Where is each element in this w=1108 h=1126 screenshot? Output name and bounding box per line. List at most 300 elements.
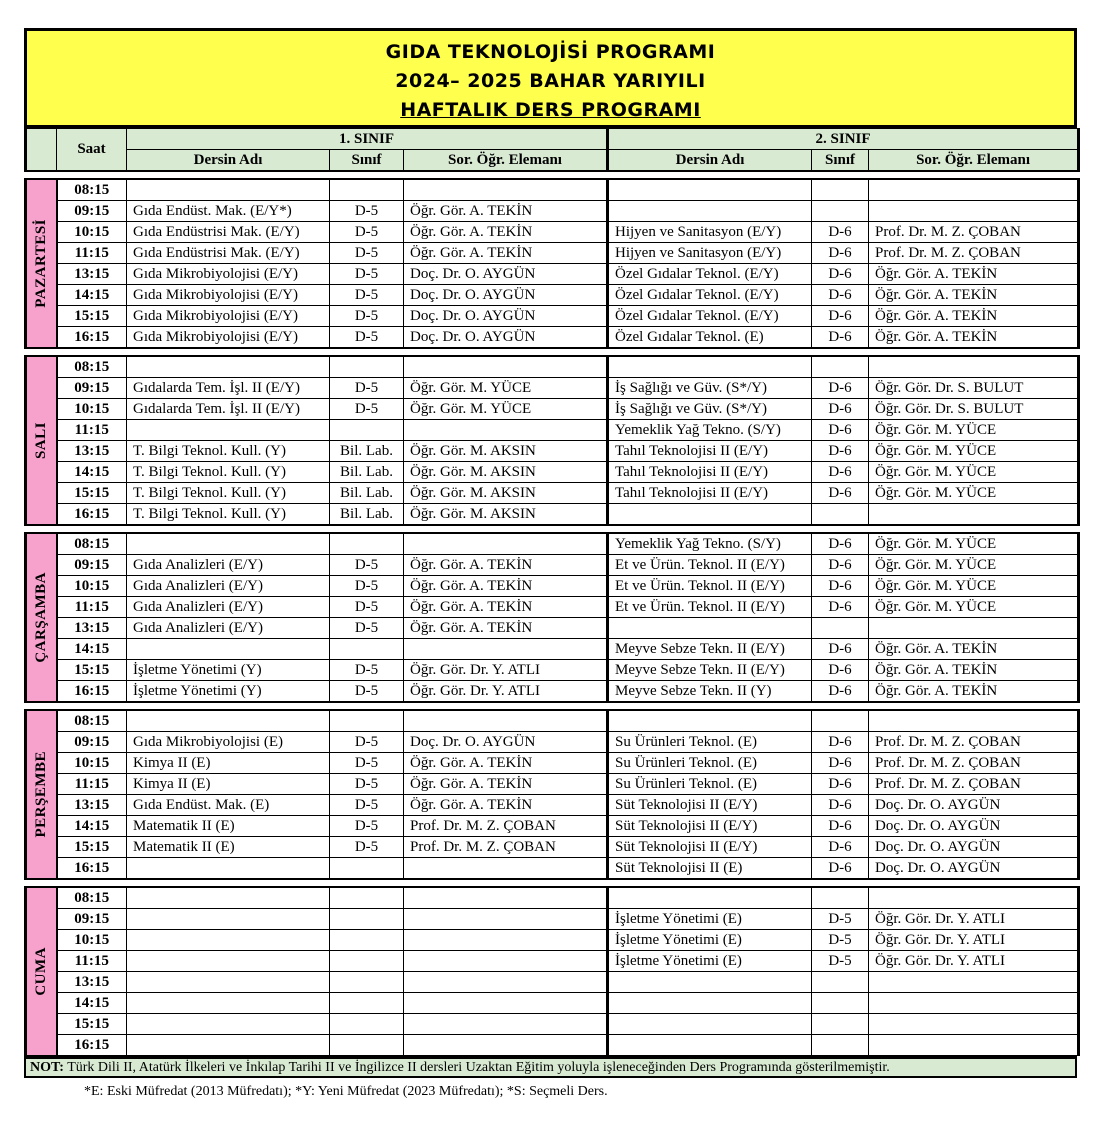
course-name-class2: Et ve Ürün. Teknol. II (E/Y) [608,555,812,576]
room-class2: D-6 [812,306,869,327]
room-class1: D-5 [330,618,404,639]
instructor-class2: Öğr. Gör. A. TEKİN [869,660,1079,681]
course-name-class1: Gıda Analizleri (E/Y) [127,618,330,639]
instructor-class1: Öğr. Gör. M. YÜCE [404,399,608,420]
day-separator [26,879,1079,887]
instructor-class2 [869,504,1079,526]
course-name-class1 [127,533,330,555]
time-cell: 16:15 [57,327,127,349]
instructor-class1: Öğr. Gör. A. TEKİN [404,576,608,597]
instructor-class1 [404,639,608,660]
room-class1: D-5 [330,327,404,349]
schedule-sheet [24,28,1077,1100]
schedule-row [26,285,1079,306]
course-name-class2: Meyve Sebze Tekn. II (E/Y) [608,639,812,660]
room-class2 [812,179,869,201]
schedule-row [26,1035,1079,1056]
course-name-class2: Su Ürünleri Teknol. (E) [608,774,812,795]
room-class1: D-5 [330,243,404,264]
course-name-class2: Tahıl Teknolojisi II (E/Y) [608,483,812,504]
room-class1: Bil. Lab. [330,441,404,462]
room-class2: D-6 [812,774,869,795]
day-name: CUMA [32,947,49,996]
schedule-row [26,618,1079,639]
instructor-class1: Doç. Dr. O. AYGÜN [404,732,608,753]
room-class2: D-6 [812,576,869,597]
room-class2: D-6 [812,816,869,837]
time-cell: 09:15 [57,732,127,753]
room-class1: D-5 [330,576,404,597]
course-name-class1 [127,710,330,732]
program-title: GIDA TEKNOLOJİSİ PROGRAMI [385,41,716,63]
instructor-class2: Öğr. Gör. M. YÜCE [869,533,1079,555]
time-cell: 10:15 [57,753,127,774]
time-cell: 10:15 [57,576,127,597]
room-class2 [812,972,869,993]
instructor-class2: Öğr. Gör. M. YÜCE [869,483,1079,504]
course-name-class1: İşletme Yönetimi (Y) [127,660,330,681]
day-name: SALI [32,421,49,460]
course-name-class2: Süt Teknolojisi II (E/Y) [608,795,812,816]
course-name-class2: Et ve Ürün. Teknol. II (E/Y) [608,576,812,597]
course-name-class2: İşletme Yönetimi (E) [608,909,812,930]
instructor-class1: Öğr. Gör. A. TEKİN [404,555,608,576]
room-class2: D-6 [812,462,869,483]
footnote: *E: Eski Müfredat (2013 Müfredatı); *Y: Yeni Müfredat (2023 Müfredatı); *S: Seçmeli Ders. [84,1084,608,1099]
schedule-row [26,774,1079,795]
course-name-class2: Yemeklik Yağ Tekno. (S/Y) [608,533,812,555]
course-name-class1: Gıda Analizleri (E/Y) [127,555,330,576]
course-name-class2: Su Ürünleri Teknol. (E) [608,732,812,753]
course-name-class1: Gıda Mikrobiyolojisi (E) [127,732,330,753]
instructor-class1 [404,909,608,930]
instructor-class1: Öğr. Gör. M. YÜCE [404,378,608,399]
header-day-cell [26,129,57,172]
time-cell: 16:15 [57,504,127,526]
course-name-class2 [608,993,812,1014]
instructor-class2 [869,179,1079,201]
course-name-class1: T. Bilgi Teknol. Kull. (Y) [127,441,330,462]
time-cell: 09:15 [57,909,127,930]
schedule-row [26,858,1079,880]
room-class2: D-6 [812,795,869,816]
room-class1: D-5 [330,201,404,222]
room-class1 [330,887,404,909]
time-cell: 08:15 [57,356,127,378]
schedule-row [26,555,1079,576]
time-cell: 08:15 [57,710,127,732]
time-cell: 16:15 [57,681,127,703]
day-separator [26,348,1079,356]
day-name: PAZARTESİ [32,219,49,308]
instructor-class2: Öğr. Gör. A. TEKİN [869,327,1079,349]
room-class1: Bil. Lab. [330,462,404,483]
time-cell: 13:15 [57,264,127,285]
instructor-class2: Prof. Dr. M. Z. ÇOBAN [869,732,1079,753]
course-name-class1: T. Bilgi Teknol. Kull. (Y) [127,483,330,504]
instructor-class1: Öğr. Gör. Dr. Y. ATLI [404,681,608,703]
course-name-class1 [127,858,330,880]
course-name-class1 [127,930,330,951]
room-class1: D-5 [330,222,404,243]
instructor-class1: Öğr. Gör. A. TEKİN [404,243,608,264]
room-class1: Bil. Lab. [330,504,404,526]
instructor-class1 [404,951,608,972]
room-class1: D-5 [330,660,404,681]
room-class2 [812,993,869,1014]
instructor-class2: Öğr. Gör. A. TEKİN [869,639,1079,660]
course-name-class1: Gıda Mikrobiyolojisi (E/Y) [127,264,330,285]
course-name-class2: Özel Gıdalar Teknol. (E) [608,327,812,349]
instructor-class1 [404,930,608,951]
schedule-row [26,533,1079,555]
schedule-row [26,930,1079,951]
course-name-class1 [127,993,330,1014]
room-class2: D-6 [812,858,869,880]
instructor-class2 [869,710,1079,732]
room-class2: D-6 [812,660,869,681]
time-cell: 14:15 [57,816,127,837]
separator-cell [26,879,1079,887]
room-class2: D-6 [812,483,869,504]
time-cell: 14:15 [57,285,127,306]
course-name-class2 [608,504,812,526]
instructor-class2: Öğr. Gör. Dr. S. BULUT [869,378,1079,399]
instructor-class1: Öğr. Gör. A. TEKİN [404,795,608,816]
instructor-class1: Öğr. Gör. A. TEKİN [404,597,608,618]
room-class1: D-5 [330,795,404,816]
note-text: Türk Dili II, Atatürk İlkeleri ve İnkılap Tarihi II ve İngilizce II dersleri Uzaktan Eğitim yoluyla işleneceğinden Ders Programında gösterilmemiştir. [63,1060,890,1075]
schedule-row [26,710,1079,732]
instructor-class2: Öğr. Gör. Dr. Y. ATLI [869,930,1079,951]
room-class1: D-5 [330,399,404,420]
course-name-class2: Süt Teknolojisi II (E/Y) [608,837,812,858]
day-label-cell [26,356,57,525]
time-cell: 11:15 [57,243,127,264]
instructor-class1: Öğr. Gör. A. TEKİN [404,222,608,243]
separator-cell [26,525,1079,533]
schedule-row [26,639,1079,660]
instructor-class1: Prof. Dr. M. Z. ÇOBAN [404,816,608,837]
instructor-class1: Doç. Dr. O. AYGÜN [404,306,608,327]
course-name-class1 [127,639,330,660]
course-name-class2: Tahıl Teknolojisi II (E/Y) [608,441,812,462]
header-ogr-1: Sor. Öğr. Elemanı [404,150,608,172]
schedule-row [26,795,1079,816]
schedule-row [26,660,1079,681]
course-name-class1: Gıda Endüst. Mak. (E/Y*) [127,201,330,222]
room-class2: D-6 [812,264,869,285]
course-name-class1: Gıda Endüstrisi Mak. (E/Y) [127,222,330,243]
schedule-row [26,909,1079,930]
course-name-class2 [608,618,812,639]
header-ders-1: Dersin Adı [127,150,330,172]
room-class2: D-6 [812,681,869,703]
time-cell: 15:15 [57,660,127,681]
header-row-1 [26,129,1079,150]
time-cell: 10:15 [57,930,127,951]
instructor-class2 [869,618,1079,639]
course-name-class2 [608,356,812,378]
time-cell: 08:15 [57,179,127,201]
separator-cell [26,171,1079,179]
course-name-class1: Matematik II (E) [127,816,330,837]
instructor-class2: Öğr. Gör. A. TEKİN [869,264,1079,285]
instructor-class2: Doç. Dr. O. AYGÜN [869,816,1079,837]
schedule-row [26,504,1079,526]
course-name-class1: Gıda Mikrobiyolojisi (E/Y) [127,285,330,306]
course-name-class1: T. Bilgi Teknol. Kull. (Y) [127,504,330,526]
schedule-row [26,887,1079,909]
schedule-row [26,951,1079,972]
room-class1: D-5 [330,378,404,399]
schedule-row [26,420,1079,441]
course-name-class2: Süt Teknolojisi II (E/Y) [608,816,812,837]
instructor-class2: Prof. Dr. M. Z. ÇOBAN [869,222,1079,243]
schedule-row [26,179,1079,201]
course-name-class1: Gıdalarda Tem. İşl. II (E/Y) [127,378,330,399]
room-class1 [330,993,404,1014]
time-cell: 14:15 [57,462,127,483]
instructor-class1: Doç. Dr. O. AYGÜN [404,327,608,349]
room-class1 [330,909,404,930]
instructor-class2: Öğr. Gör. M. YÜCE [869,597,1079,618]
schedule-row [26,306,1079,327]
note-label: NOT: [30,1060,64,1075]
instructor-class2: Öğr. Gör. M. YÜCE [869,576,1079,597]
time-cell: 14:15 [57,993,127,1014]
time-cell: 09:15 [57,201,127,222]
instructor-class1 [404,1035,608,1056]
instructor-class1: Öğr. Gör. A. TEKİN [404,753,608,774]
instructor-class1 [404,533,608,555]
day-label-cell [26,533,57,702]
instructor-class2: Öğr. Gör. Dr. S. BULUT [869,399,1079,420]
instructor-class1: Doç. Dr. O. AYGÜN [404,264,608,285]
room-class2 [812,1014,869,1035]
header-saat: Saat [57,129,127,172]
course-name-class2: Su Ürünleri Teknol. (E) [608,753,812,774]
instructor-class2: Öğr. Gör. A. TEKİN [869,285,1079,306]
instructor-class2: Öğr. Gör. A. TEKİN [869,306,1079,327]
instructor-class1 [404,356,608,378]
instructor-class2: Öğr. Gör. A. TEKİN [869,681,1079,703]
time-cell: 15:15 [57,483,127,504]
room-class1: Bil. Lab. [330,483,404,504]
course-name-class1: Kimya II (E) [127,753,330,774]
course-name-class1: Gıdalarda Tem. İşl. II (E/Y) [127,399,330,420]
course-name-class2: Süt Teknolojisi II (E) [608,858,812,880]
room-class1 [330,356,404,378]
course-name-class1: Gıda Endüstrisi Mak. (E/Y) [127,243,330,264]
schedule-row [26,816,1079,837]
schedule-row [26,681,1079,703]
room-class1: D-5 [330,681,404,703]
header-class-1: 1. SINIF [127,129,608,150]
course-name-class1: Kimya II (E) [127,774,330,795]
separator-cell [26,702,1079,710]
schedule-row [26,399,1079,420]
time-cell: 13:15 [57,618,127,639]
course-name-class2 [608,1014,812,1035]
course-name-class1 [127,1014,330,1035]
course-name-class2: Özel Gıdalar Teknol. (E/Y) [608,306,812,327]
room-class2 [812,504,869,526]
time-cell: 15:15 [57,837,127,858]
room-class2: D-5 [812,909,869,930]
course-name-class1 [127,420,330,441]
room-class1: D-5 [330,597,404,618]
instructor-class1: Öğr. Gör. M. AKSIN [404,483,608,504]
room-class1 [330,951,404,972]
day-label-cell [26,710,57,879]
instructor-class2 [869,356,1079,378]
header-sinif-1: Sınıf [330,150,404,172]
instructor-class1: Doç. Dr. O. AYGÜN [404,285,608,306]
room-class1 [330,858,404,880]
course-name-class2: İş Sağlığı ve Güv. (S*/Y) [608,399,812,420]
course-name-class2: Özel Gıdalar Teknol. (E/Y) [608,285,812,306]
course-name-class2 [608,201,812,222]
time-cell: 13:15 [57,441,127,462]
room-class2: D-6 [812,597,869,618]
room-class2 [812,356,869,378]
schedule-row [26,356,1079,378]
room-class2: D-6 [812,732,869,753]
instructor-class1 [404,420,608,441]
time-cell: 08:15 [57,533,127,555]
header-ogr-2: Sor. Öğr. Elemanı [869,150,1079,172]
room-class1 [330,1014,404,1035]
instructor-class1: Öğr. Gör. A. TEKİN [404,201,608,222]
room-class1 [330,1035,404,1056]
instructor-class1: Öğr. Gör. M. AKSIN [404,441,608,462]
schedule-row [26,972,1079,993]
room-class2: D-5 [812,930,869,951]
course-name-class1 [127,179,330,201]
instructor-class2 [869,1014,1079,1035]
time-cell: 09:15 [57,555,127,576]
room-class1 [330,420,404,441]
instructor-class2 [869,993,1079,1014]
day-label-cell [26,179,57,348]
room-class1: D-5 [330,732,404,753]
course-name-class2: İşletme Yönetimi (E) [608,951,812,972]
time-cell: 08:15 [57,887,127,909]
schedule-row [26,441,1079,462]
instructor-class1: Öğr. Gör. Dr. Y. ATLI [404,660,608,681]
room-class2: D-6 [812,399,869,420]
instructor-class2: Doç. Dr. O. AYGÜN [869,858,1079,880]
instructor-class2 [869,887,1079,909]
room-class1: D-5 [330,753,404,774]
schedule-row [26,576,1079,597]
time-cell: 10:15 [57,399,127,420]
instructor-class1 [404,710,608,732]
course-name-class2 [608,1035,812,1056]
room-class1 [330,710,404,732]
course-name-class2: Hijyen ve Sanitasyon (E/Y) [608,222,812,243]
room-class2 [812,710,869,732]
course-name-class1: Gıda Mikrobiyolojisi (E/Y) [127,327,330,349]
room-class2: D-6 [812,378,869,399]
day-name: ÇARŞAMBA [32,572,49,663]
course-name-class2: İş Sağlığı ve Güv. (S*/Y) [608,378,812,399]
course-name-class1 [127,356,330,378]
room-class1: D-5 [330,285,404,306]
day-name: PERŞEMBE [32,751,49,838]
time-cell: 11:15 [57,597,127,618]
course-name-class2: Meyve Sebze Tekn. II (E/Y) [608,660,812,681]
room-class2: D-6 [812,327,869,349]
instructor-class2: Prof. Dr. M. Z. ÇOBAN [869,243,1079,264]
room-class1: D-5 [330,837,404,858]
schedule-row [26,201,1079,222]
time-cell: 15:15 [57,1014,127,1035]
room-class1: D-5 [330,555,404,576]
time-cell: 16:15 [57,1035,127,1056]
day-separator [26,171,1079,179]
course-name-class1: İşletme Yönetimi (Y) [127,681,330,703]
time-cell: 11:15 [57,774,127,795]
instructor-class2: Prof. Dr. M. Z. ÇOBAN [869,774,1079,795]
day-separator [26,525,1079,533]
schedule-table [24,128,1080,1056]
room-class1 [330,179,404,201]
header-ders-2: Dersin Adı [608,150,812,172]
instructor-class2: Doç. Dr. O. AYGÜN [869,795,1079,816]
schedule-row [26,483,1079,504]
room-class2: D-6 [812,420,869,441]
time-cell: 13:15 [57,972,127,993]
course-name-class1 [127,1035,330,1056]
instructor-class1: Öğr. Gör. A. TEKİN [404,618,608,639]
course-name-class1 [127,887,330,909]
schedule-row [26,597,1079,618]
course-name-class1 [127,951,330,972]
course-name-class2: Meyve Sebze Tekn. II (Y) [608,681,812,703]
room-class2 [812,618,869,639]
instructor-class1 [404,972,608,993]
room-class2: D-6 [812,222,869,243]
schedule-row [26,222,1079,243]
separator-cell [26,348,1079,356]
instructor-class2: Öğr. Gör. M. YÜCE [869,420,1079,441]
instructor-class2: Prof. Dr. M. Z. ÇOBAN [869,753,1079,774]
room-class2 [812,201,869,222]
schedule-row [26,993,1079,1014]
course-name-class2 [608,179,812,201]
course-name-class2: Yemeklik Yağ Tekno. (S/Y) [608,420,812,441]
instructor-class1: Öğr. Gör. A. TEKİN [404,774,608,795]
course-name-class1 [127,909,330,930]
room-class1 [330,930,404,951]
course-name-class2: Hijyen ve Sanitasyon (E/Y) [608,243,812,264]
course-name-class2: Et ve Ürün. Teknol. II (E/Y) [608,597,812,618]
instructor-class2: Öğr. Gör. Dr. Y. ATLI [869,951,1079,972]
room-class2: D-6 [812,753,869,774]
semester-title: 2024– 2025 BAHAR YARIYILI [395,70,706,92]
course-name-class2 [608,972,812,993]
schedule-row [26,753,1079,774]
course-name-class1: Gıda Mikrobiyolojisi (E/Y) [127,306,330,327]
instructor-class2: Öğr. Gör. Dr. Y. ATLI [869,909,1079,930]
day-separator [26,702,1079,710]
time-cell: 14:15 [57,639,127,660]
instructor-class1 [404,1014,608,1035]
time-cell: 11:15 [57,420,127,441]
schedule-row [26,378,1079,399]
